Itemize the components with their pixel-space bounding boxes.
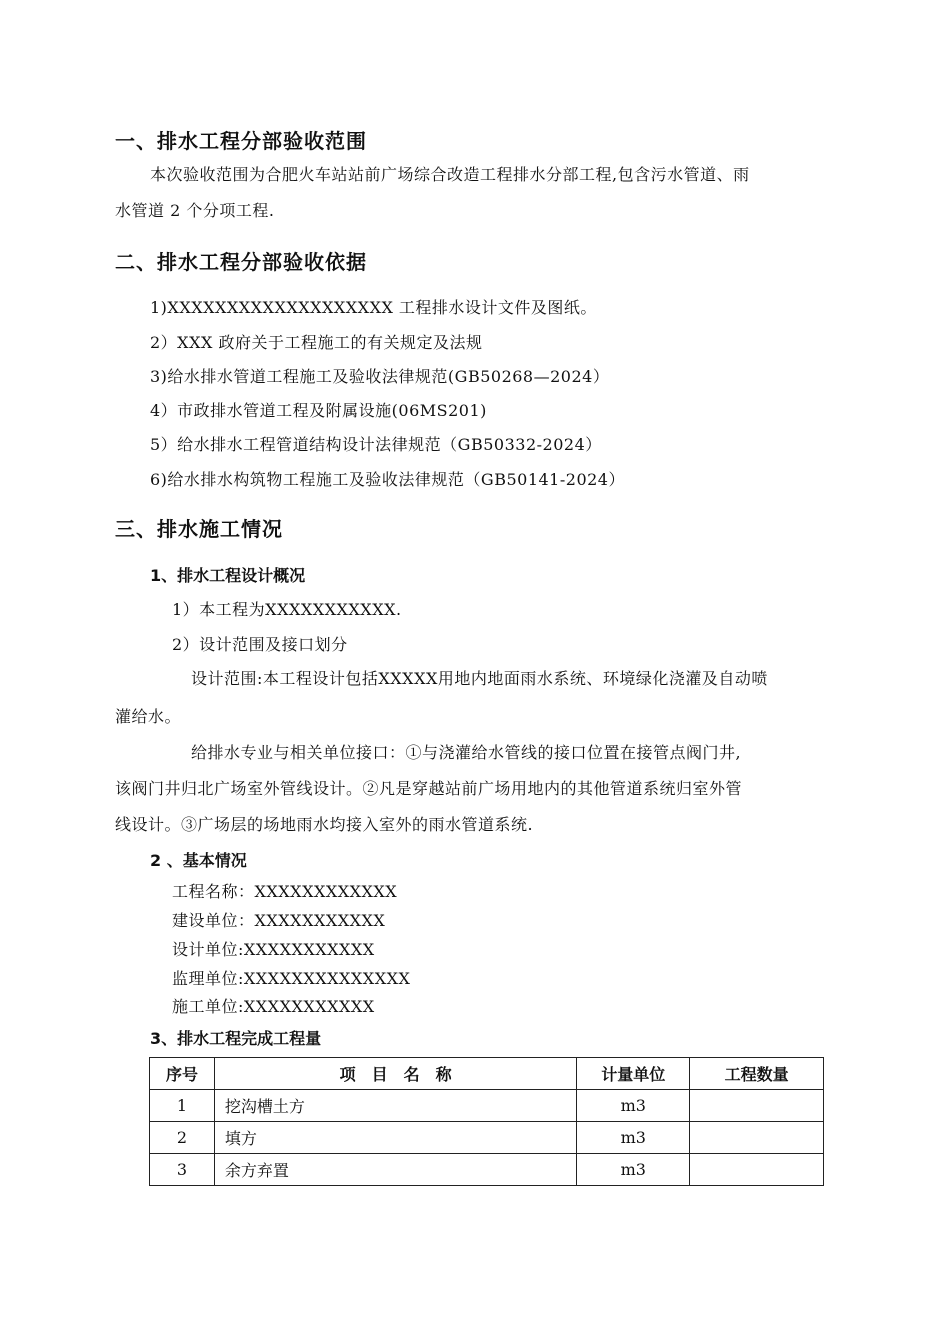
header-item-name: 项 目 名 称 [214,1058,576,1090]
design-scope-line-2: 灌给水。 [115,707,182,726]
interface-line-2: 该阀门井归北广场室外管线设计。②凡是穿越站前广场用地内的其他管道系统归室外管 [115,779,743,798]
basis-item-5: 5）给水排水工程管道结构设计法律规范（GB50332-2024） [150,435,602,454]
cell-unit: m3 [577,1122,690,1154]
design-scope-line-1: 设计范围:本工程设计包括XXXXX用地内地面雨水系统、环境绿化浇灌及自动喷 [191,669,768,688]
header-unit: 计量单位 [577,1058,690,1090]
interface-line-3: 线设计。③广场层的场地雨水均接入室外的雨水管道系统. [115,815,534,834]
cell-item-name: 挖沟槽土方 [214,1090,576,1122]
section-2-heading: 二、排水工程分部验收依据 [115,250,367,274]
cell-unit: m3 [577,1154,690,1186]
cell-seq: 2 [150,1122,215,1154]
info-contractor: 施工单位:XXXXXXXXXXX [172,997,375,1016]
table-row [150,1154,824,1186]
header-seq: 序号 [150,1058,215,1090]
cell-item-name: 填方 [214,1122,576,1154]
subsection-1-heading: 1、排水工程设计概况 [150,566,306,585]
basis-item-6: 6)给水排水构筑物工程施工及验收法律规范（GB50141-2024） [150,470,625,489]
section-1-paragraph-line-2: 水管道 2 个分项工程. [115,201,275,220]
info-supervisor: 监理单位:XXXXXXXXXXXXXX [172,969,411,988]
cell-unit: m3 [577,1090,690,1122]
section-3-heading: 三、排水施工情况 [115,517,283,541]
cell-seq: 3 [150,1154,215,1186]
subsection-3-heading: 3、排水工程完成工程量 [150,1029,322,1048]
basis-item-2: 2）XXX 政府关于工程施工的有关规定及法规 [150,333,483,352]
basis-item-4: 4）市政排水管道工程及附属设施(06MS201) [150,401,487,420]
info-owner: 建设单位：XXXXXXXXXXX [172,911,386,930]
quantity-table [149,1057,824,1186]
info-project-name: 工程名称：XXXXXXXXXXXX [172,882,398,901]
cell-seq: 1 [150,1090,215,1122]
design-item-1: 1）本工程为XXXXXXXXXXX. [172,600,402,619]
table-row [150,1090,824,1122]
cell-quantity [690,1122,824,1154]
table-header-row [150,1058,824,1090]
section-1-paragraph-line-1: 本次验收范围为合肥火车站站前广场综合改造工程排水分部工程,包含污水管道、雨 [150,165,750,184]
cell-quantity [690,1090,824,1122]
cell-quantity [690,1154,824,1186]
interface-line-1: 给排水专业与相关单位接口：①与浇灌给水管线的接口位置在接管点阀门井, [191,743,742,762]
design-item-2: 2）设计范围及接口划分 [172,635,348,654]
info-designer: 设计单位:XXXXXXXXXXX [172,940,375,959]
section-1-heading: 一、排水工程分部验收范围 [115,129,367,153]
basis-item-3: 3)给水排水管道工程施工及验收法律规范(GB50268—2024） [150,367,610,386]
table-row [150,1122,824,1154]
subsection-2-heading: 2 、基本情况 [150,851,247,870]
basis-item-1: 1)XXXXXXXXXXXXXXXXXXX 工程排水设计文件及图纸。 [150,298,597,317]
cell-item-name: 余方弃置 [214,1154,576,1186]
header-quantity: 工程数量 [690,1058,824,1090]
